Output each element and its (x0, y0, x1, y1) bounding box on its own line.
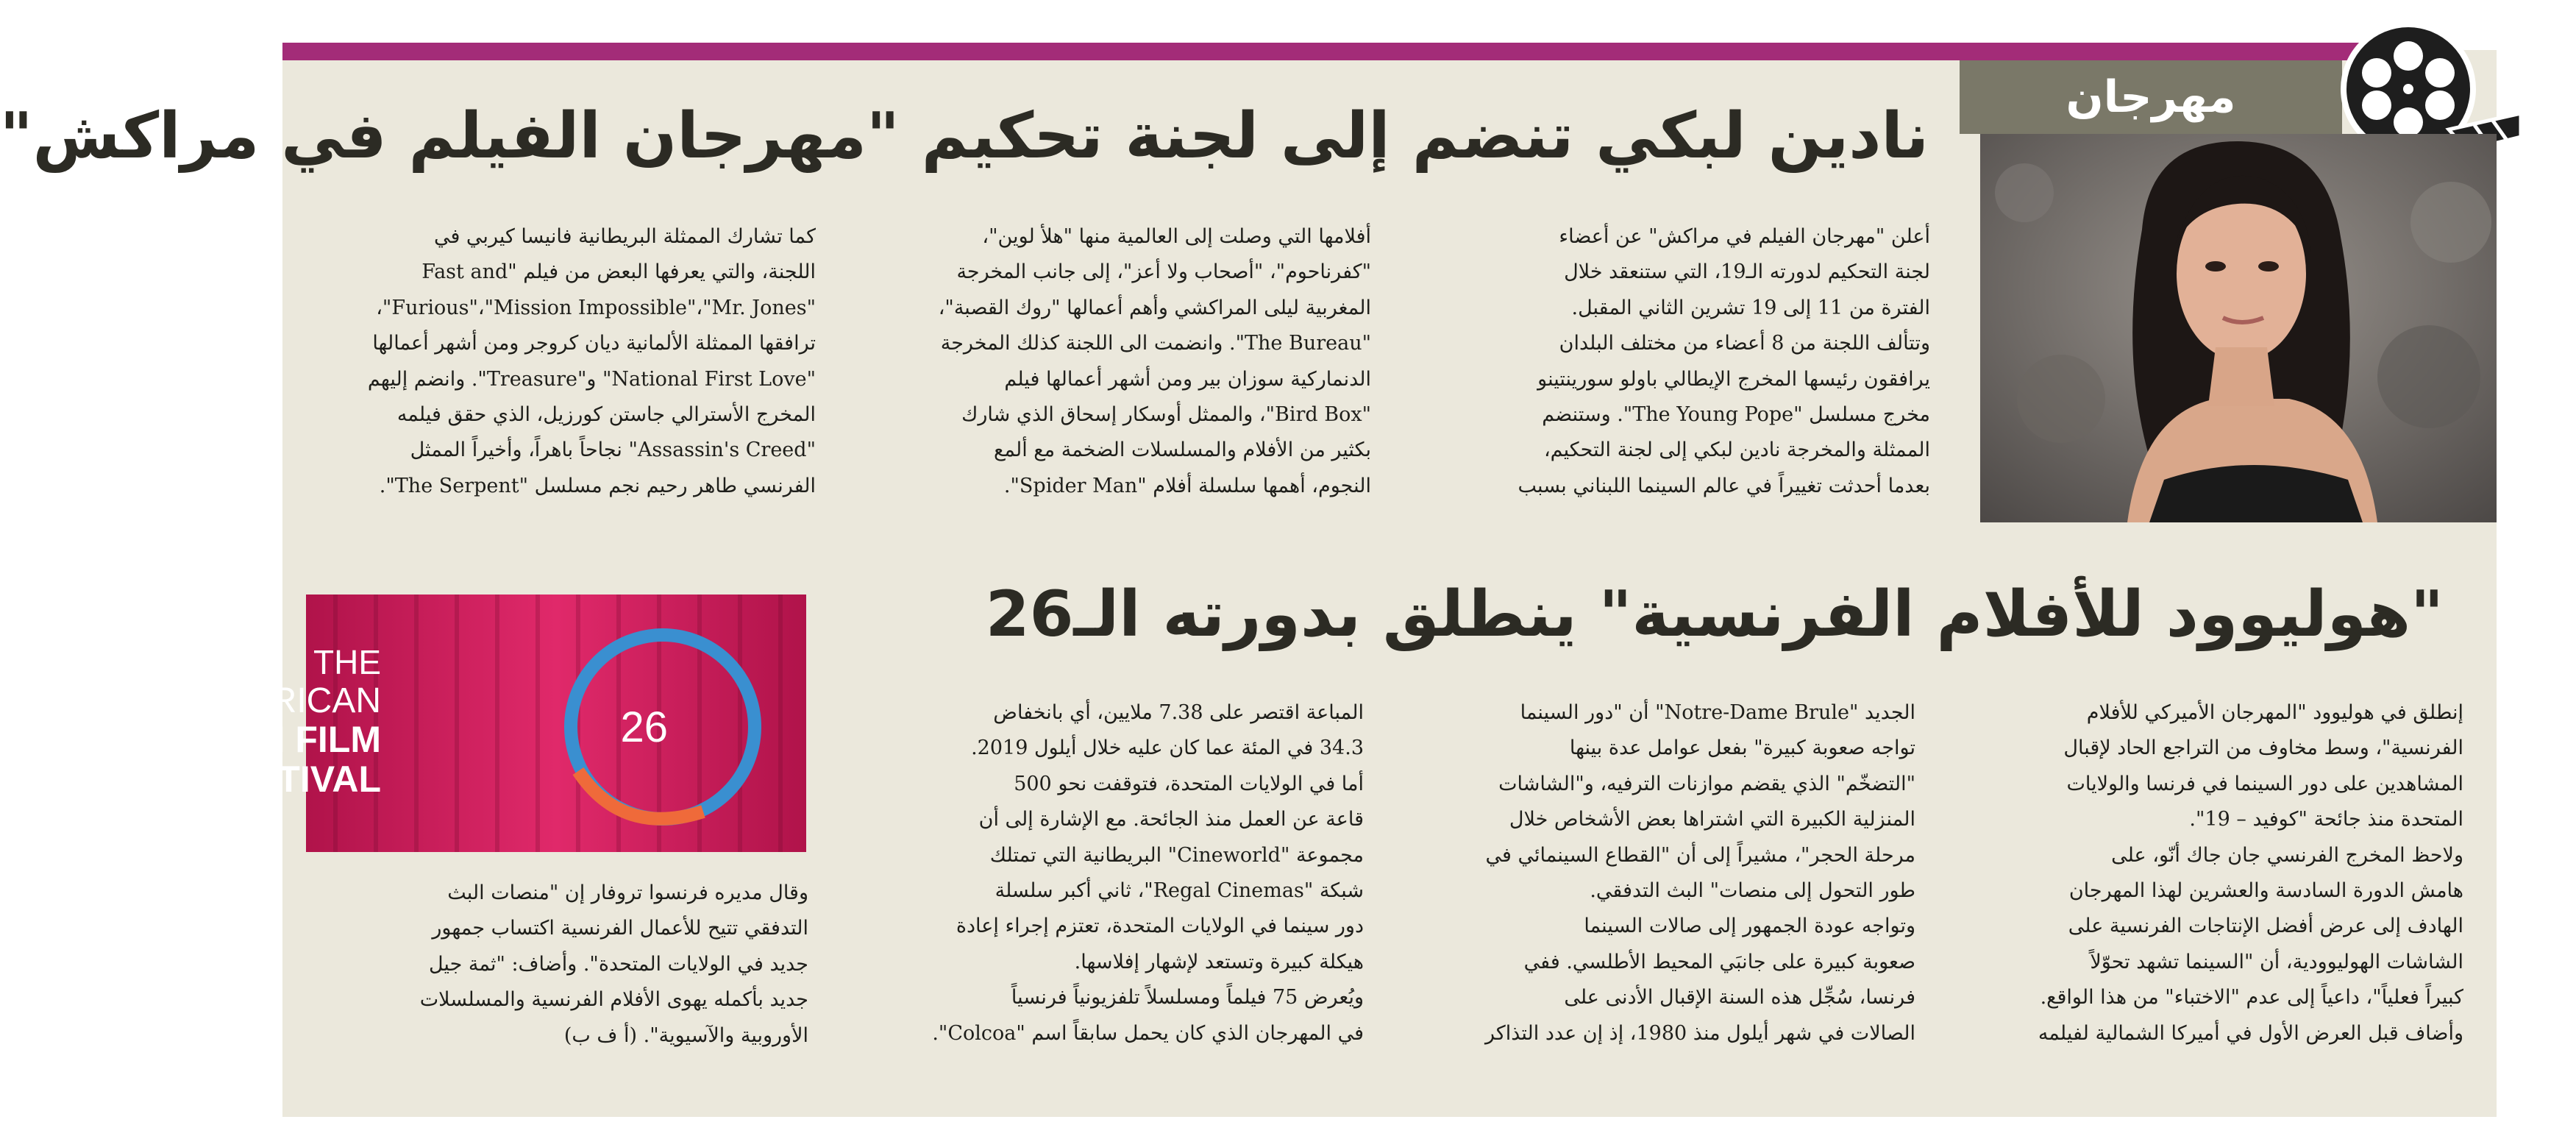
article1-headline: نادين لبكي تنضم إلى لجنة تحكيم "مهرجان الفيلم في مراكش" (0, 99, 1929, 173)
portrait-illustration (1980, 134, 2497, 522)
article2-column-4: وقال مديره فرنسوا تروفار إن "منصات البث التدفقي تتيح للأعمال الفرنسية اكتساب جمهور جديد في الولايات المتحدة". وأضاف: "ثمة جيل جديد بأكمله يهوى الأفلام الفرنسية والمسلسلات الأوروبية والآسيوية". (أ ف ب) (419, 881, 808, 1047)
logo-line-3: FRENCH FILM (132, 719, 381, 760)
article2-headline: "هوليوود للأفلام الفرنسية" ينطلق بدورته الـ26 (985, 578, 2444, 651)
article1-column-3: كما تشارك الممثلة البريطانية فانيسا كيربي في اللجنة، والتي يعرفها البعض من فيلم "Fast and "Furious"،"Mission Impossible"،"Mr. Jones"، ترافقها الممثلة الألمانية ديان كروجر ومن أشهر أعمالها "National First Love" و"Treasure". وانضم إليهم المخرج الأسترالي جاستن كورزيل، الذي حقق فيلمه "Assassin's Creed" نجاحاً باهراً، وأخيراً الممثل الفرنسي طاهر رحيم نجم مسلسل "The Serpent". (367, 225, 816, 497)
accent-bar (282, 43, 2394, 60)
article1-photo (1980, 134, 2497, 522)
article1-column-1: أعلن "مهرجان الفيلم في مراكش" عن أعضاء لجنة التحكيم لدورته الـ19، التي ستنعقد خلال الفترة من 11 إلى 19 تشرين الثاني المقبل. وتتألف اللجنة من 8 أعضاء من مختلف البلدان يرافقون رئيسها المخرج الإيطالي باولو سورينتينو مخرج مسلسل "The Young Pope". وستنضم الممثلة والمخرجة نادين لبكي إلى لجنة التحكيم، بعدما أحدثت تغييراً في عالم السينما اللبناني بسبب (1518, 225, 1930, 497)
festival-logo (132, 595, 806, 852)
section-tag-label: مهرجان (2066, 71, 2236, 123)
article2-column-2: الجديد "Notre-Dame Brule" أن "دور السينما تواجه صعوبة كبيرة" بفعل عوامل عدة بينها "التضخّم" الذي يقضم موازنات الترفيه، و"الشاشات المنزلية الكبيرة التي اشتراها بعض الأشخاص خلال مرحلة الحجر"، مشيراً إلى أن "القطاع السينمائي في طور التحول إلى منصات" البث التدفقي. وتواجه عودة الجمهور إلى صالات السينما صعوبة كبيرة على جانبَي المحيط الأطلسي. ففي فرنسا، سُجِّل هذه السنة الإقبال الأدنى على الصالات في شهر أيلول منذ 1980، إذ إن عدد التذاكر (1484, 701, 1915, 1045)
logo-line-1: THE (313, 643, 381, 681)
logo-line-4: FESTIVAL (206, 759, 381, 800)
section-tag (1960, 60, 2342, 134)
logo-line-2: AMERICAN (194, 681, 381, 720)
article2-column-1: إنطلق في هوليوود "المهرجان الأميركي للأفلام الفرنسية"، وسط مخاوف من التراجع الحاد لإقبال المشاهدين على دور السينما في فرنسا والولايات المتحدة منذ جائحة "كوفيد – 19". ولاحظ المخرج الفرنسي جان جاك أنّو، على هامش الدورة السادسة والعشرين لهذا المهرجان الهادف إلى عرض أفضل الإنتاجات الفرنسية على الشاشات الهوليوودية، أن "السينما تشهد تحوّلاً كبيراً فعلياً"، داعياً إلى عدم "الاختباء" من هذا الواقع. وأضاف قبل العرض الأول في أميركا الشمالية لفيلمه (2038, 701, 2463, 1045)
festival-logo-graphic (132, 595, 806, 852)
article1-column-2: أفلامها التي وصلت إلى العالمية منها "هلأ لوين"، "كفرناحوم"، "أصحاب ولا أعز"، إلى جانب المخرجة المغربية ليلى المراكشي وأهم أعمالها "روك القصبة"، "The Bureau". وانضمت الى اللجنة كذلك المخرجة الدنماركية سوزان بير ومن أشهر أعمالها فيلم "Bird Box"، والممثل أوسكار إسحاق الذي شارك بكثير من الأفلام والمسلسلات الضخمة مع ألمع النجوم، أهمها سلسلة أفلام "Spider Man". (938, 225, 1371, 497)
article2-column-3: المباعة اقتصر على 7.38 ملايين، أي بانخفاض 34.3 في المئة عما كان عليه خلال أيلول 2019. أما في الولايات المتحدة، فتوقفت نحو 500 قاعة عن العمل منذ الجائحة. مع الإشارة إلى أن مجموعة "Cineworld" البريطانية التي تمتلك شبكة "Regal Cinemas"، ثاني أكبر سلسلة دور سينما في الولايات المتحدة، تعتزم إجراء إعادة هيكلة كبيرة وتستعد لإشهار إفلاسها. ويُعرض 75 فيلماً ومسلسلاً تلفزيونياً فرنسياً في المهرجان الذي كان يحمل سابقاً اسم "Colcoa". (932, 701, 1364, 1045)
logo-edition-number: 26 (620, 703, 668, 751)
